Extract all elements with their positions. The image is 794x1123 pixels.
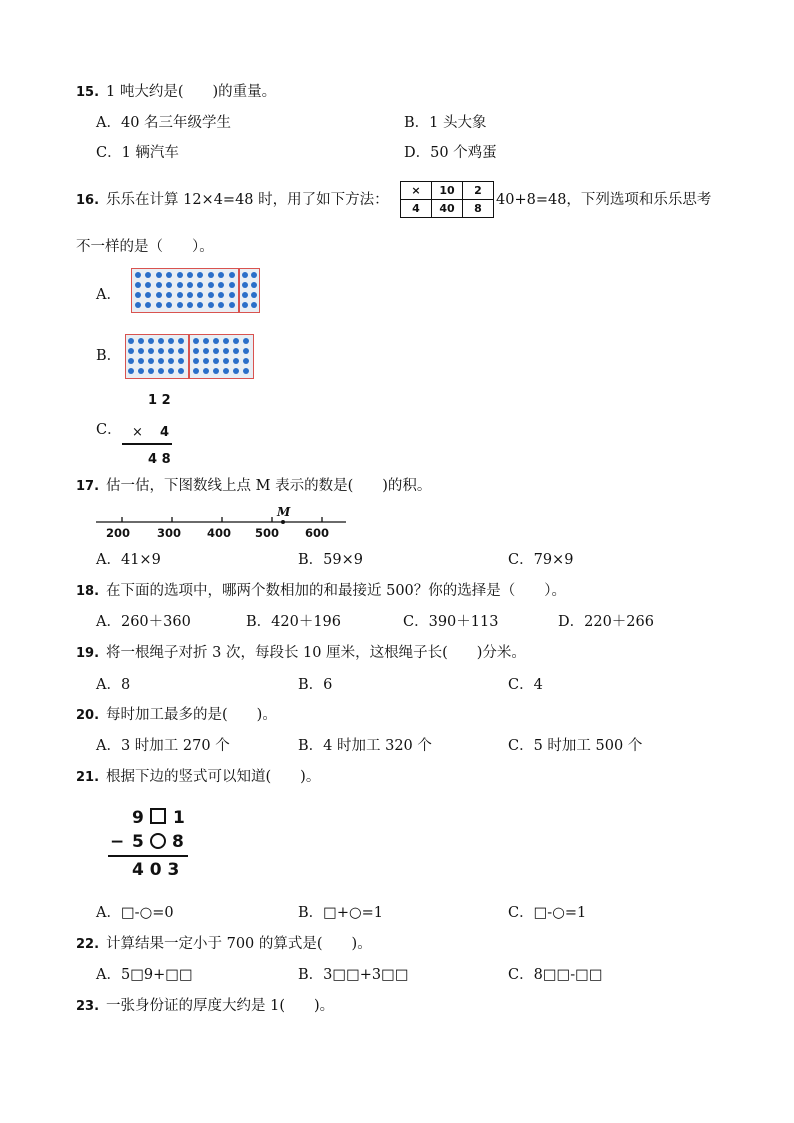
dot: [128, 338, 134, 344]
dot: [218, 302, 224, 308]
vertical-result: 4 8: [148, 452, 171, 467]
dot: [233, 368, 239, 374]
q22-option-b: B．3□□+3□□: [298, 967, 409, 983]
q17-option-b: B．59×9: [298, 552, 363, 568]
dot: [187, 272, 193, 278]
dot: [145, 302, 151, 308]
dot: [197, 302, 203, 308]
q20-number: 20.: [76, 708, 100, 723]
dot: [203, 338, 209, 344]
q18-option-c: C．390＋113: [403, 614, 499, 630]
dot: [193, 338, 199, 344]
q16-number: 16.: [76, 193, 100, 208]
dot: [177, 302, 183, 308]
dot: [251, 282, 257, 288]
dot: [128, 368, 134, 374]
q21-option-a: A．□-○=0: [96, 905, 174, 921]
q19-option-b: B．6: [298, 677, 333, 693]
dot: [177, 292, 183, 298]
dot: [168, 348, 174, 354]
dot: [243, 348, 249, 354]
vertical-sub-row1-digit1: 9: [132, 808, 144, 828]
dot: [168, 338, 174, 344]
table-v2: 8: [463, 200, 494, 218]
dot: [233, 338, 239, 344]
dot: [242, 302, 248, 308]
dot: [187, 282, 193, 288]
q21-number: 21.: [76, 770, 100, 785]
q16-option-c-label: C．: [96, 422, 122, 438]
square-blank-icon: [150, 808, 166, 824]
dot: [135, 272, 141, 278]
dot: [233, 348, 239, 354]
q22-option-a: A．5□9+□□: [96, 967, 193, 983]
point-m: [281, 520, 285, 524]
dot: [158, 348, 164, 354]
q17-number: 17.: [76, 479, 100, 494]
table-h1: 10: [432, 182, 463, 200]
q21-option-c: C．□-○=1: [508, 905, 587, 921]
dot: [135, 292, 141, 298]
dot: [218, 272, 224, 278]
q15-stem: 1 吨大约是( )的重量。: [106, 84, 277, 100]
vertical-multiplier: 4: [160, 425, 170, 440]
dot: [148, 368, 154, 374]
q15-option-d: D．50 个鸡蛋: [404, 145, 497, 161]
dot: [145, 292, 151, 298]
dot: [213, 358, 219, 364]
dot: [168, 368, 174, 374]
dot-array-b-right: [189, 334, 254, 379]
dot: [138, 348, 144, 354]
dot: [187, 302, 193, 308]
dot: [148, 348, 154, 354]
dot: [148, 338, 154, 344]
vertical-sub-minus: −: [110, 832, 125, 852]
vertical-sub-result: 4 0 3: [132, 860, 180, 880]
q16-option-a-label: A．: [96, 287, 121, 303]
dot: [197, 282, 203, 288]
dot: [135, 302, 141, 308]
dot: [138, 338, 144, 344]
dot: [213, 348, 219, 354]
dot: [243, 338, 249, 344]
q16-option-b-label: B．: [96, 348, 122, 364]
q22-option-c: C．8□□-□□: [508, 967, 603, 983]
dot: [243, 358, 249, 364]
dot: [223, 368, 229, 374]
dot: [187, 292, 193, 298]
dot: [156, 292, 162, 298]
vertical-sub-row2-digit3: 8: [172, 832, 184, 852]
q23-number: 23.: [76, 999, 100, 1014]
dot: [251, 272, 257, 278]
q18-option-d: D．220＋266: [558, 614, 654, 630]
q16-stem-line2: 不一样的是（ ）。: [76, 239, 214, 255]
dot: [223, 358, 229, 364]
dot: [193, 368, 199, 374]
dot-array-b-left: [125, 334, 189, 379]
dot: [145, 282, 151, 288]
q23-stem: 一张身份证的厚度大约是 1( )。: [106, 998, 335, 1014]
dot: [158, 368, 164, 374]
dot: [148, 358, 154, 364]
dot: [229, 302, 235, 308]
q15-option-c: C．1 辆汽车: [96, 145, 179, 161]
dot: [156, 282, 162, 288]
dot: [233, 358, 239, 364]
table-h2: 2: [463, 182, 494, 200]
dot: [156, 302, 162, 308]
q15-number: 15.: [76, 85, 100, 100]
dot: [229, 282, 235, 288]
q22-stem: 计算结果一定小于 700 的算式是( )。: [106, 936, 372, 952]
q16-multiplication-table: [400, 181, 494, 218]
dot: [218, 282, 224, 288]
dot: [203, 348, 209, 354]
dot-array-a-tens: [131, 268, 239, 313]
dot: [128, 348, 134, 354]
vertical-times: ×: [132, 425, 143, 440]
dot: [213, 368, 219, 374]
dot: [197, 272, 203, 278]
dot: [178, 338, 184, 344]
dot: [166, 302, 172, 308]
q17-option-c: C．79×9: [508, 552, 574, 568]
q15-option-b: B．1 头大象: [404, 115, 487, 131]
q16-stem-pre: 乐乐在计算 12×4=48 时，用了如下方法：: [106, 192, 389, 208]
dot: [177, 282, 183, 288]
dot: [178, 348, 184, 354]
q19-option-c: C．4: [508, 677, 543, 693]
vertical-sub-row1-digit3: 1: [173, 808, 185, 828]
q20-option-c: C．5 时加工 500 个: [508, 738, 643, 754]
table-r: 4: [401, 200, 432, 218]
dot: [223, 338, 229, 344]
tick-300: 300: [157, 526, 182, 540]
dot: [251, 302, 257, 308]
dot: [177, 272, 183, 278]
dot: [218, 292, 224, 298]
dot: [166, 272, 172, 278]
q21-stem: 根据下边的竖式可以知道( )。: [106, 769, 321, 785]
vertical-top: 1 2: [148, 393, 171, 408]
vertical-sub-row2-digit1: 5: [132, 832, 144, 852]
circle-blank-icon: [150, 833, 166, 849]
dot: [203, 368, 209, 374]
dot: [242, 272, 248, 278]
dot: [145, 272, 151, 278]
dot: [128, 358, 134, 364]
q19-number: 19.: [76, 646, 100, 661]
dot: [208, 272, 214, 278]
dot: [193, 358, 199, 364]
dot: [242, 282, 248, 288]
q19-stem: 将一根绳子对折 3 次，每段长 10 厘米，这根绳子长( )分米。: [106, 645, 526, 661]
tick-400: 400: [207, 526, 232, 540]
dot: [203, 358, 209, 364]
dot: [135, 282, 141, 288]
vertical-line: [122, 443, 172, 445]
tick-200: 200: [106, 526, 131, 540]
dot: [197, 292, 203, 298]
dot: [168, 358, 174, 364]
table-op: ×: [401, 182, 432, 200]
dot: [156, 272, 162, 278]
q19-option-a: A．8: [96, 677, 131, 693]
tick-600: 600: [305, 526, 330, 540]
q18-option-a: A．260＋360: [96, 614, 191, 630]
vertical-sub-line: [108, 855, 188, 857]
dot: [138, 368, 144, 374]
dot: [166, 292, 172, 298]
dot: [166, 282, 172, 288]
dot: [208, 292, 214, 298]
dot: [178, 368, 184, 374]
q15-option-a: A．40 名三年级学生: [96, 115, 232, 131]
dot: [158, 338, 164, 344]
dot: [138, 358, 144, 364]
dot: [158, 358, 164, 364]
q17-stem: 估一估，下图数线上点 M 表示的数是( )的积。: [106, 478, 432, 494]
q20-stem: 每时加工最多的是( )。: [106, 707, 277, 723]
dot: [223, 348, 229, 354]
dot: [208, 302, 214, 308]
dot-array-a-ones: [239, 268, 260, 313]
tick-500: 500: [255, 526, 280, 540]
dot: [251, 292, 257, 298]
dot: [193, 348, 199, 354]
dot: [229, 292, 235, 298]
q16-stem-post: 40+8=48，下列选项和乐乐思考: [496, 192, 712, 208]
q20-option-b: B．4 时加工 320 个: [298, 738, 432, 754]
dot: [213, 338, 219, 344]
q20-option-a: A．3 时加工 270 个: [96, 738, 230, 754]
q18-option-b: B．420＋196: [246, 614, 342, 630]
point-m-label: M: [277, 505, 291, 519]
dot: [242, 292, 248, 298]
dot: [178, 358, 184, 364]
q22-number: 22.: [76, 937, 100, 952]
dot: [243, 368, 249, 374]
q18-number: 18.: [76, 584, 100, 599]
q17-option-a: A．41×9: [96, 552, 161, 568]
q18-stem: 在下面的选项中，哪两个数相加的和最接近 500？你的选择是（ ）。: [106, 583, 567, 599]
q21-option-b: B．□+○=1: [298, 905, 384, 921]
dot: [208, 282, 214, 288]
table-v1: 40: [432, 200, 463, 218]
dot: [229, 272, 235, 278]
